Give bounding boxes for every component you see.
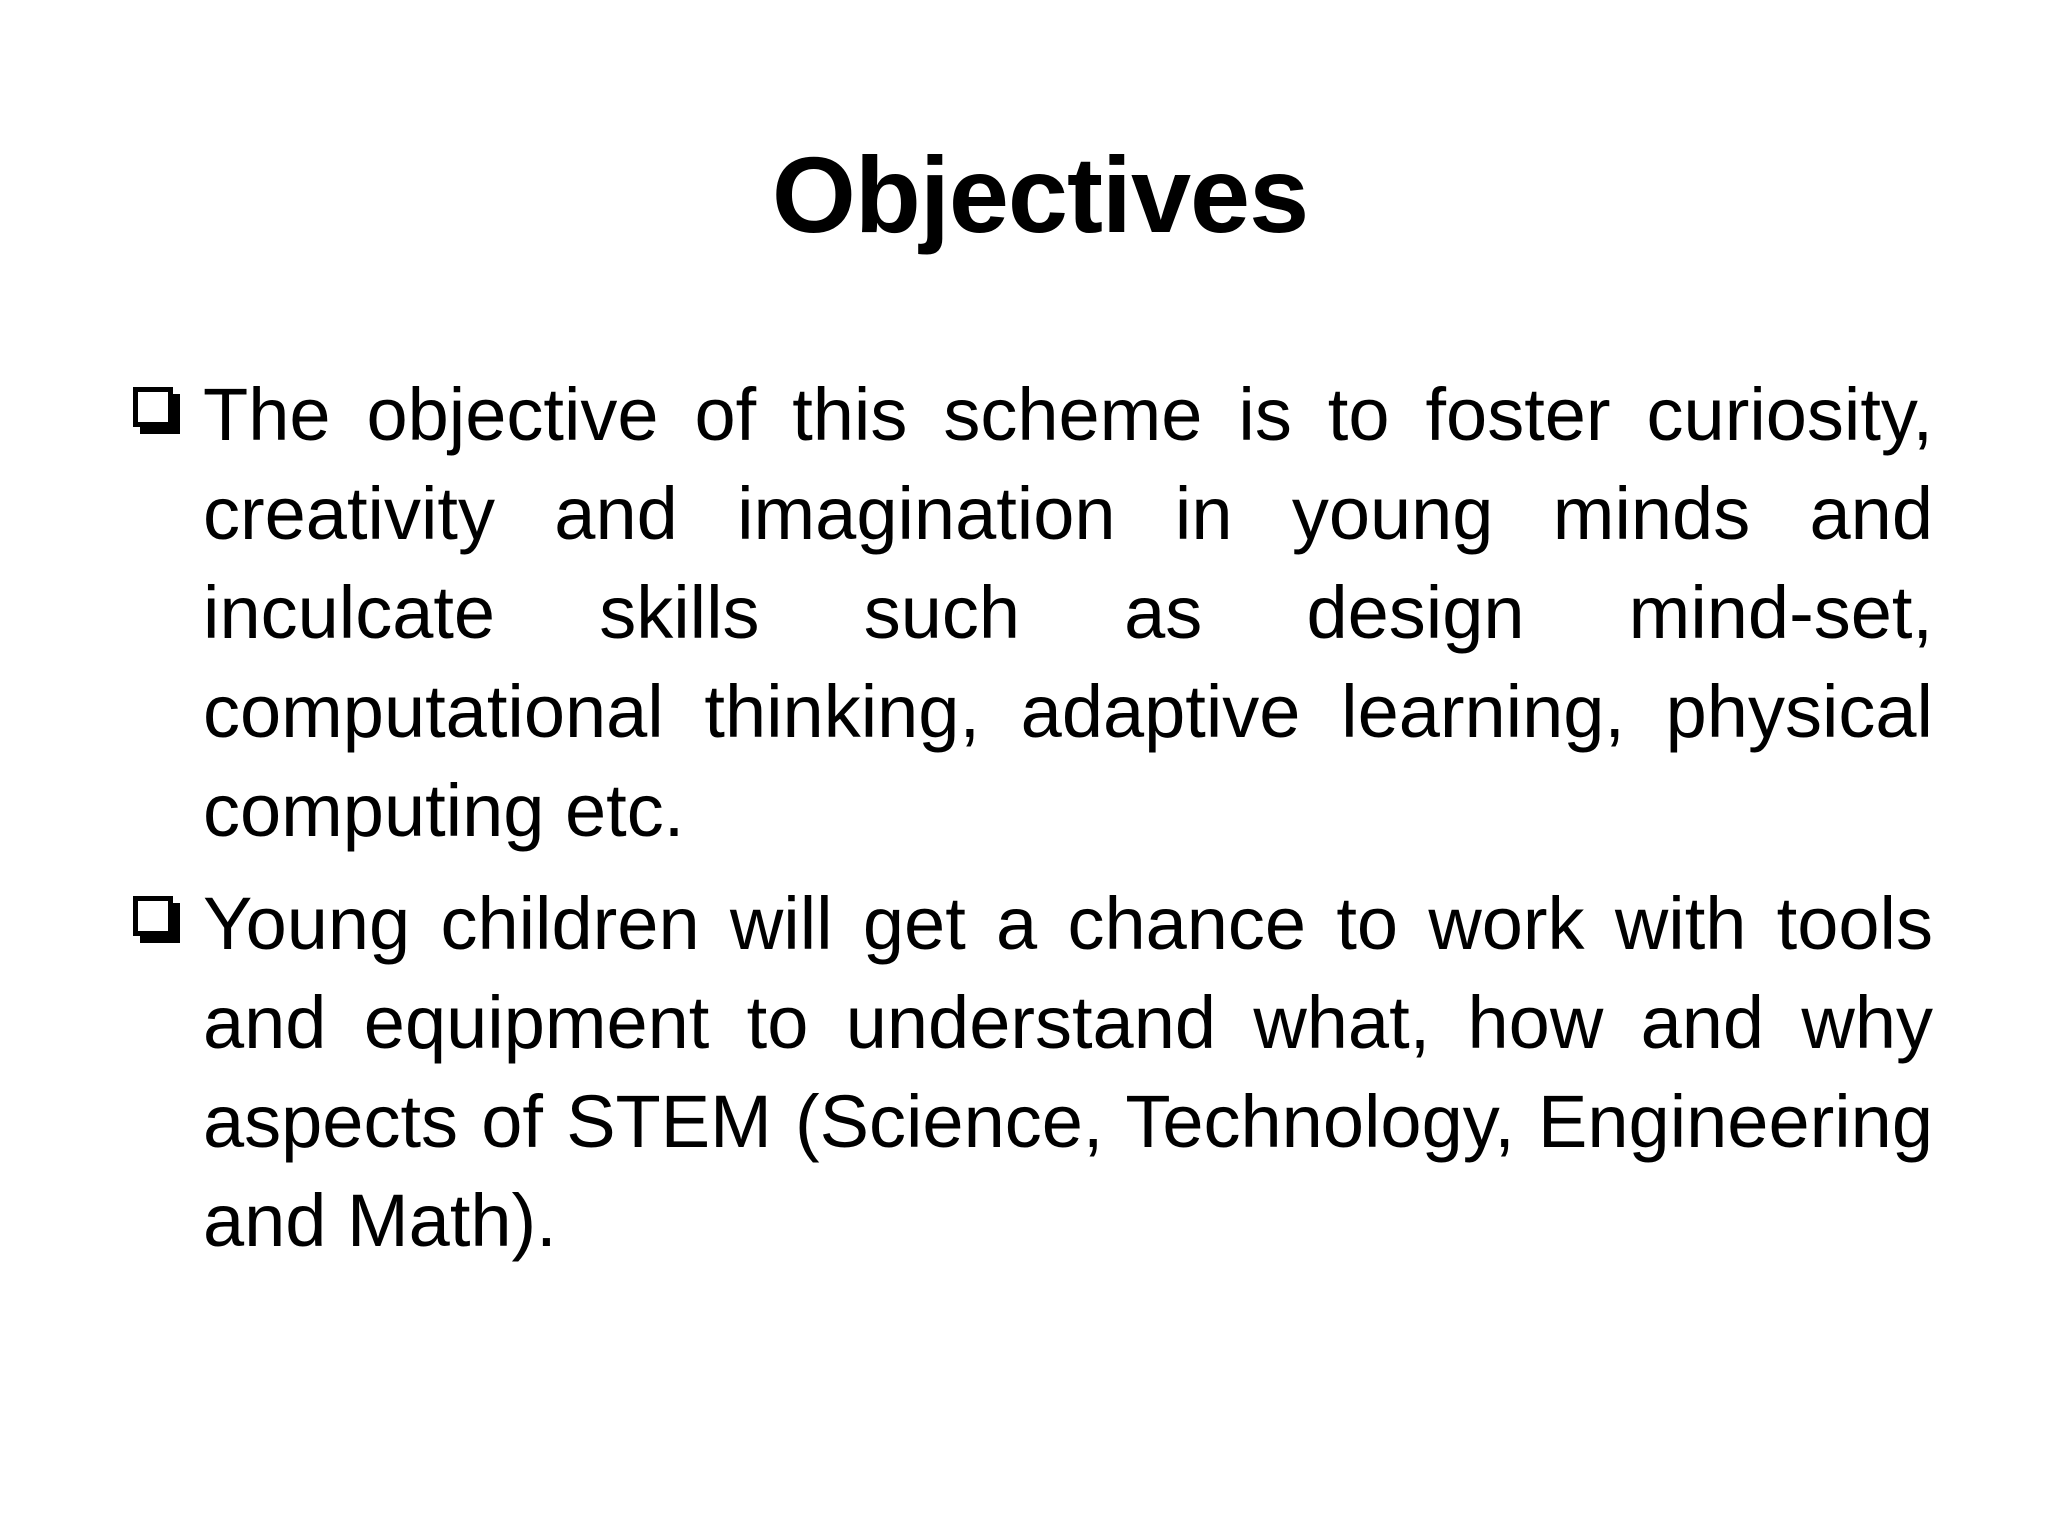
bullet-item xyxy=(133,365,1933,860)
bullet-text: The objective of this scheme is to foster curiosity, creativity and imagination in young minds and inculcate skills such as design mind-set, computational thinking, adaptive learning, physical computing etc. xyxy=(203,373,1933,852)
slide-title: Objectives xyxy=(771,134,1309,255)
bullet-list xyxy=(133,365,1933,1284)
square-bullet-icon xyxy=(133,387,181,435)
bullet-item xyxy=(133,874,1933,1270)
bullet-text: Young children will get a chance to work with tools and equipment to understand what, how and why aspects of STEM (Science, Technology, Engineering and Math). xyxy=(203,882,1933,1262)
square-bullet-icon xyxy=(133,896,181,944)
